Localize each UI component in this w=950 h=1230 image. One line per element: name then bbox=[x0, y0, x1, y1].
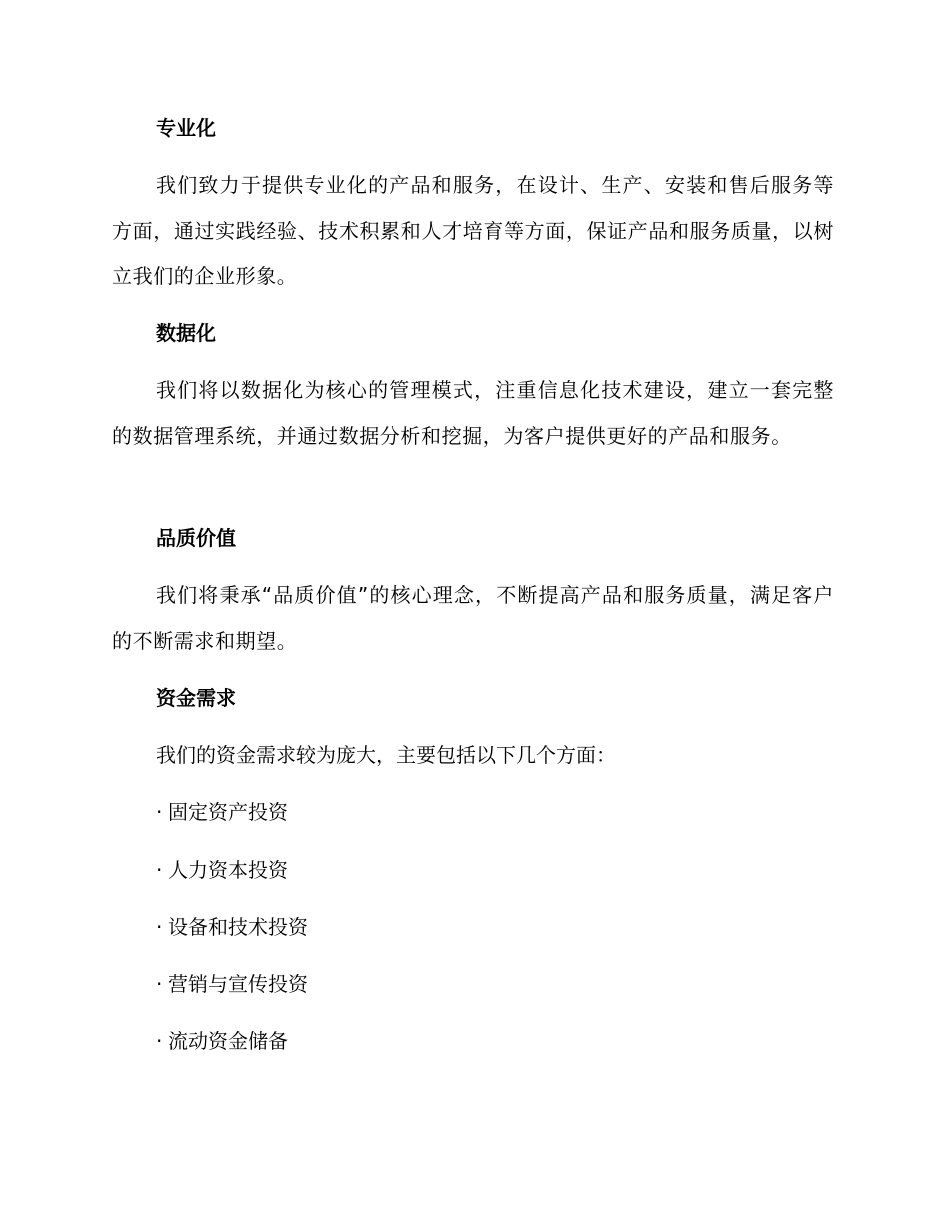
list-item bbox=[156, 798, 288, 826]
list-item-text: 固定资产投资 bbox=[168, 800, 288, 824]
section-heading-funding-needs: 资金需求 bbox=[156, 686, 236, 710]
section-paragraph-funding-needs: 我们的资金需求较为庞大，主要包括以下几个方面： bbox=[156, 743, 616, 767]
section-heading-specialization: 专业化 bbox=[156, 116, 216, 140]
section-paragraph-specialization: 我们致力于提供专业化的产品和服务，在设计、生产、安装和售后服务等方面，通过实践经验、技术积累和人才培育等方面，保证产品和服务质量，以树立我们的企业形象。 bbox=[112, 173, 834, 288]
list-item bbox=[156, 1027, 288, 1055]
list-item-text: 设备和技术投资 bbox=[168, 915, 308, 939]
list-item-text: 人力资本投资 bbox=[168, 858, 288, 882]
list-item bbox=[156, 856, 288, 884]
section-paragraph-quality-value: 我们将秉承“品质价值”的核心理念，不断提高产品和服务质量，满足客户的不断需求和期望。 bbox=[112, 583, 834, 653]
section-heading-quality-value: 品质价值 bbox=[156, 526, 236, 550]
bullet-marker: · bbox=[156, 800, 163, 824]
list-item-text: 营销与宣传投资 bbox=[168, 972, 308, 996]
bullet-marker: · bbox=[156, 1029, 163, 1053]
bullet-marker: · bbox=[156, 858, 163, 882]
list-item bbox=[156, 913, 308, 941]
list-item-text: 流动资金储备 bbox=[168, 1029, 288, 1053]
section-heading-digitization: 数据化 bbox=[156, 321, 216, 345]
section-paragraph-digitization: 我们将以数据化为核心的管理模式，注重信息化技术建设，建立一套完整的数据管理系统，并通过数据分析和挖掘，为客户提供更好的产品和服务。 bbox=[112, 378, 834, 448]
bullet-marker: · bbox=[156, 915, 163, 939]
bullet-marker: · bbox=[156, 972, 163, 996]
list-item bbox=[156, 970, 308, 998]
